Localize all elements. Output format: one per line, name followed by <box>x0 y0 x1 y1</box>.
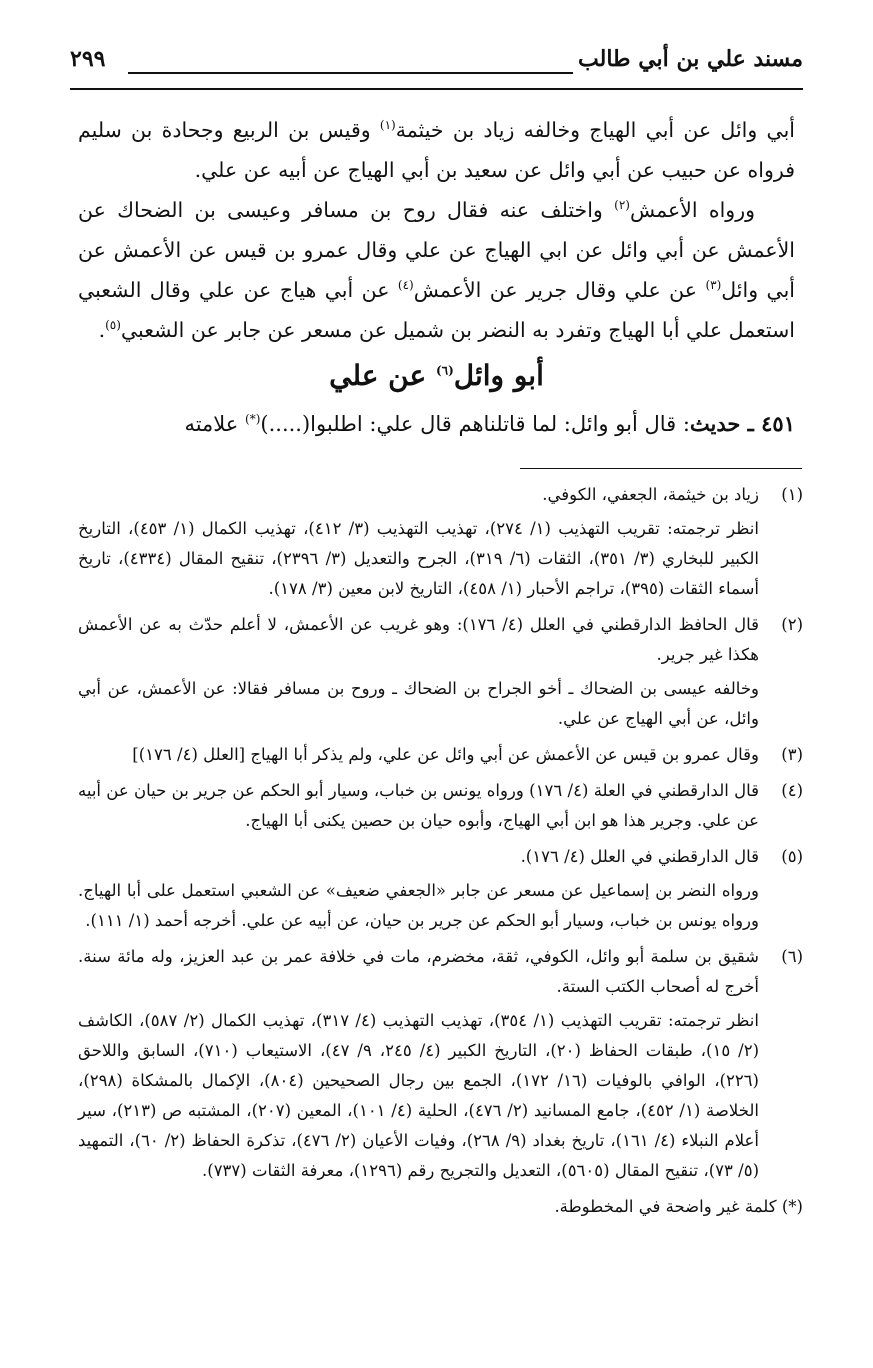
header-rule <box>70 88 803 90</box>
text-run: أبي وائل عن أبي الهياج وخالفه زياد بن خيثمة <box>395 118 795 142</box>
footnote-marker: (٢) <box>614 198 630 213</box>
footnote-number: (٥) <box>781 847 803 866</box>
footnote-marker: (*) <box>245 412 261 426</box>
footnote-text: وقال عمرو بن قيس عن الأعمش عن أبي وائل عن علي، ولم يذكر أبا الهياج [العلل (٤/ ١٧٦)] <box>132 745 759 764</box>
paragraph-2 <box>78 190 795 350</box>
main-text <box>78 110 795 350</box>
footnote-text: ورواه النضر بن إسماعيل عن مسعر عن جابر «الجعفي ضعيف» عن الشعبي استعمل على أبا الهياج. ورواه يونس بن خباب، وسيار أبو الحكم عن جرير بن حيان، عن أبيه عن علي. أخرجه أحمد (١/ ١١١). <box>78 881 759 930</box>
text-run: وقيس بن الربيع وجحادة بن سليم فرواه عن حبيب عن أبي وائل عن سعيد بن أبي الهياج عن أبيه عن علي. <box>78 118 795 182</box>
hadith-label: ٤٥١ ـ حديث <box>689 411 795 436</box>
footnote-text: انظر ترجمته: تقريب التهذيب (١/ ٣٥٤)، تهذيب التهذيب (٤/ ٣١٧)، تهذيب الكمال (٢/ ٥٨٧)، الكاشف (٢/ ١٥)، طبقات الحفاظ (٢٠)، التاريخ الكبير (٤/ ٢٤٥، ٩/ ٤٧)، الاستيعاب (٧١٠)، السابق واللاحق (٢٢٦)، الوافي بالوفيات (١٦/ ١٧٢)، الجمع بين رجال الصحيحين (٨٠٤)، الإكمال بالمشكاة (٢٩٨)، الخلاصة (١/ ٤٥٢)، جامع المسانيد (٢/ ٤٧٦)، الحلية (٤/ ١٠١)، المعين (٢٠٧)، المشتبه ص (٢١٣)، سير أعلام النبلاء (٤/ ١٦١)، تاريخ بغداد (٩/ ٢٦٨)، وفيات الأعيان (٢/ ٤٧٦)، تذكرة الحفاظ (٢/ ٦٠)، التمهيد (٥/ ٧٣)، تنقيح المقال (٥٦٠٥)، التعديل والتجريح رقم (١٢٩٦)، معرفة الثقات (٧٣٧). <box>78 1011 760 1180</box>
footnote-6 <box>78 942 803 1186</box>
footnote-text: زياد بن خيثمة، الجعفي، الكوفي. <box>542 485 759 504</box>
text-run: عن أبي هياج عن علي وقال الشعبي استعمل علي أبا الهياج وتفرد به النضر بن شميل عن مسعر عن جابر عن الشعبي <box>78 278 795 342</box>
text-run: عن علي وقال جرير عن الأعمش <box>413 278 706 302</box>
footnote-4 <box>78 776 803 836</box>
footnote-text: انظر ترجمته: تقريب التهذيب (١/ ٢٧٤)، تهذيب التهذيب (٣/ ٤١٢)، تهذيب الكمال (١/ ٤٥٣)، التاريخ الكبير للبخاري (٣/ ٣٥١)، الثقات (٦/ ٣١٩)، الجرح والتعديل (٣/ ٢٣٩٦)، تنقيح المقال (٤٣٣٤)، تاريخ أسماء الثقات (٣٩٥)، تراجم الأحبار (١/ ٤٥٨)، التاريخ لابن معين (٣/ ١٧٨). <box>78 519 760 598</box>
text-run: ورواه الأعمش <box>629 198 755 222</box>
header-short-rule <box>128 72 573 74</box>
footnote-2 <box>78 610 803 734</box>
section-heading <box>78 346 795 406</box>
paragraph-1 <box>78 110 795 190</box>
footnote-5 <box>78 842 803 936</box>
text-run: واختلف عنه فقال روح بن مسافر وعيسى بن الضحاك عن الأعمش عن أبي وائل عن ابي الهياج عن علي وقال عمرو بن قيس عن الأعمش عن أبي وائل <box>78 198 795 302</box>
hadith-line <box>78 404 795 444</box>
footnote-marker: (٥) <box>105 318 121 333</box>
footnote-marker: (٦) <box>435 363 454 378</box>
footnote-marker: (١) <box>379 118 396 133</box>
footnotes <box>78 480 803 1222</box>
footnote-1 <box>78 480 803 604</box>
footnote-text: قال الحافظ الدارقطني في العلل (٤/ ١٧٦): وهو غريب عن الأعمش، لا أعلم حدّث به عن الأعمش هكذا غير جرير. <box>78 615 759 664</box>
page-number: ٢٩٩ <box>70 46 106 72</box>
heading-text: أبو وائل <box>453 359 544 392</box>
footnote-separator <box>520 468 802 469</box>
running-title: مسند علي بن أبي طالب <box>578 46 803 72</box>
footnote-text: قال الدارقطني في العلة (٤/ ١٧٦) ورواه يونس بن خباب، وسيار أبو الحكم عن جرير بن حيان عن أبيه عن علي. وجرير هذا هو ابن أبي الهياج، وأبوه حيان بن حصين يكنى أبا الهياج. <box>78 781 760 830</box>
asterisk-note: (*) كلمة غير واضحة في المخطوطة. <box>554 1197 803 1216</box>
footnote-number: (٢) <box>781 615 803 634</box>
footnote-marker: (٤) <box>397 278 414 293</box>
heading-text: عن علي <box>329 359 436 392</box>
footnote-marker: (٣) <box>705 278 722 293</box>
footnote-text: قال الدارقطني في العلل (٤/ ١٧٦). <box>520 847 759 866</box>
footnote-number: (٣) <box>781 745 803 764</box>
footnote-3 <box>78 740 803 770</box>
footnote-number: (٦) <box>781 947 803 966</box>
footnote-number: (١) <box>781 485 803 504</box>
footnote-text: وخالفه عيسى بن الضحاك ـ أخو الجراح بن الضحاك ـ وروح بن مسافر فقالا: عن الأعمش، عن أبي وائل، عن أبي الهياج عن علي. <box>78 679 759 728</box>
page-header <box>70 44 803 84</box>
footnote-text: شقيق بن سلمة أبو وائل، الكوفي، ثقة، مخضرم، مات في خلافة عمر بن عبد العزيز، وله مائة سنة. أخرج له أصحاب الكتب الستة. <box>78 947 759 996</box>
hadith-text-tail: علامته <box>184 412 246 436</box>
text-run: . <box>98 318 106 342</box>
footnote-number: (٤) <box>781 781 803 800</box>
hadith-text: : قال أبو وائل: لما قاتلناهم قال علي: اطلبوا(.....) <box>260 412 690 436</box>
